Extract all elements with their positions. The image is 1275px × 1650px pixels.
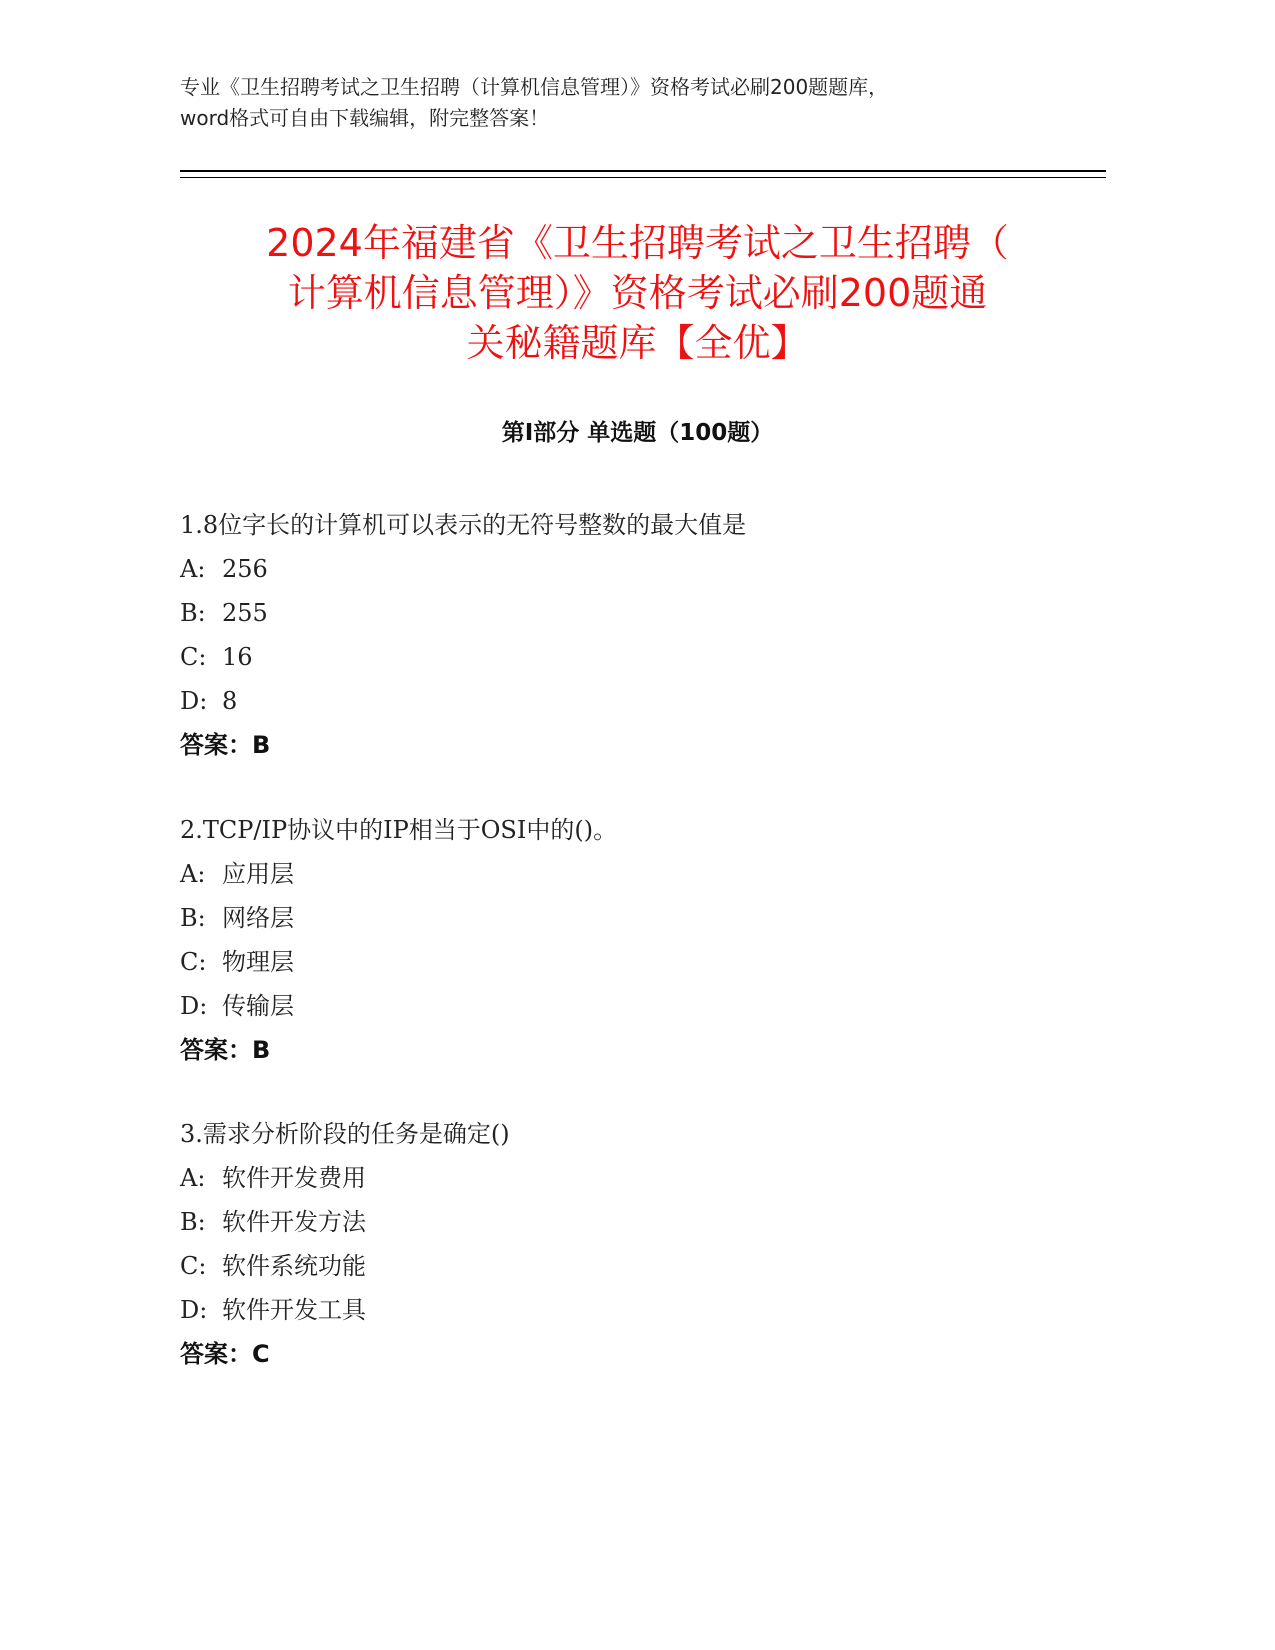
question-1 bbox=[180, 503, 1080, 767]
option-letter: C: bbox=[180, 643, 207, 671]
question-2 bbox=[180, 808, 1080, 1072]
header-note-line-1: 专业《卫生招聘考试之卫生招聘（计算机信息管理）》资格考试必刷200题题库， bbox=[180, 75, 889, 99]
section-title: 第Ⅰ部分 单选题（100题） bbox=[501, 420, 774, 446]
document-title bbox=[160, 218, 1115, 368]
answer: 答案：B bbox=[180, 1036, 271, 1064]
question-stem: 3.需求分析阶段的任务是确定() bbox=[180, 1120, 510, 1148]
option-b bbox=[180, 591, 1080, 635]
answer: 答案：C bbox=[180, 1340, 270, 1368]
option-letter: A: bbox=[180, 555, 206, 583]
option-a bbox=[180, 1156, 1080, 1200]
option-text: 软件开发工具 bbox=[222, 1296, 366, 1324]
option-text: 256 bbox=[222, 555, 268, 583]
option-a bbox=[180, 547, 1080, 591]
question-stem: 2.TCP/IP协议中的IP相当于OSI中的()。 bbox=[180, 816, 618, 844]
document-title-line-2: 计算机信息管理）》资格考试必刷200题通 bbox=[287, 271, 988, 315]
option-b bbox=[180, 1200, 1080, 1244]
option-letter: C: bbox=[180, 948, 207, 976]
option-b bbox=[180, 896, 1080, 940]
option-letter: A: bbox=[180, 1164, 206, 1192]
option-text: 应用层 bbox=[222, 860, 294, 888]
option-letter: C: bbox=[180, 1252, 207, 1280]
option-text: 软件开发费用 bbox=[222, 1164, 366, 1192]
question-stem: 1.8位字长的计算机可以表示的无符号整数的最大值是 bbox=[180, 511, 747, 539]
option-letter: A: bbox=[180, 860, 206, 888]
option-text: 传输层 bbox=[222, 992, 294, 1020]
option-a bbox=[180, 852, 1080, 896]
option-d bbox=[180, 679, 1080, 723]
option-c bbox=[180, 635, 1080, 679]
option-text: 物理层 bbox=[222, 948, 294, 976]
option-text: 软件系统功能 bbox=[222, 1252, 366, 1280]
document-title-line-3: 关秘籍题库【全优】 bbox=[466, 321, 809, 365]
option-letter: B: bbox=[180, 599, 206, 627]
option-letter: D: bbox=[180, 992, 208, 1020]
option-letter: B: bbox=[180, 1208, 206, 1236]
header-note-line-2: word格式可自由下载编辑，附完整答案！ bbox=[180, 106, 550, 130]
option-d bbox=[180, 1288, 1080, 1332]
option-text: 255 bbox=[222, 599, 268, 627]
option-text: 16 bbox=[222, 643, 253, 671]
option-letter: B: bbox=[180, 904, 206, 932]
header-rule-thin bbox=[180, 177, 1106, 178]
header-note bbox=[180, 72, 1100, 134]
option-c bbox=[180, 1244, 1080, 1288]
option-c bbox=[180, 940, 1080, 984]
answer: 答案：B bbox=[180, 731, 271, 759]
option-d bbox=[180, 984, 1080, 1028]
option-text: 8 bbox=[222, 687, 238, 715]
question-3 bbox=[180, 1112, 1080, 1376]
option-text: 网络层 bbox=[222, 904, 294, 932]
option-letter: D: bbox=[180, 1296, 208, 1324]
option-text: 软件开发方法 bbox=[222, 1208, 366, 1236]
option-letter: D: bbox=[180, 687, 208, 715]
header-rule-thick bbox=[180, 170, 1106, 172]
document-title-line-1: 2024年福建省《卫生招聘考试之卫生招聘（ bbox=[266, 221, 1009, 265]
